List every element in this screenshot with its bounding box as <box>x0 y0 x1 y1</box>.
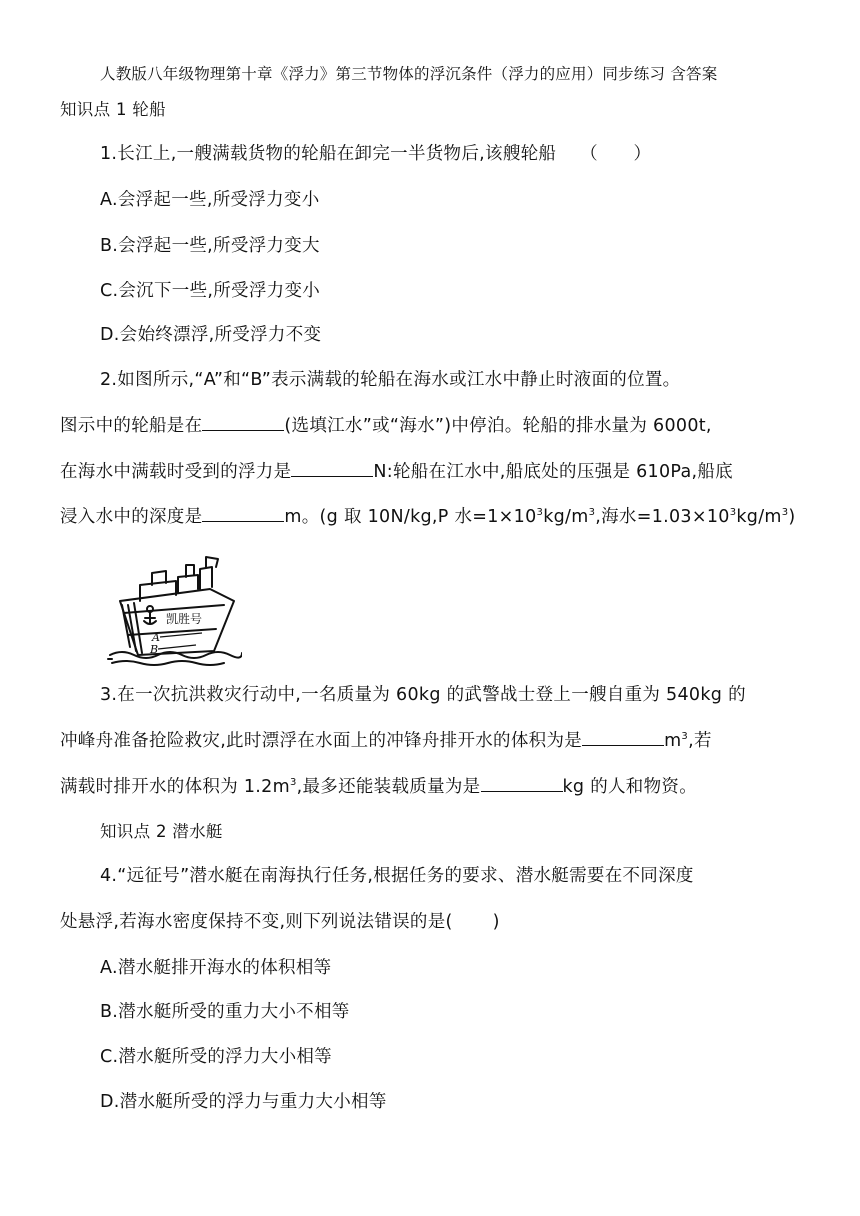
superscript: 3 <box>781 507 789 519</box>
question-3-text-a: 冲峰舟准备抢险救灾,此时漂浮在水面上的冲锋舟排开水的体积为是 <box>60 731 583 751</box>
question-3-line-1: 3.在一次抗洪救灾行动中,一名质量为 60kg 的武警战士登上一艘自重为 540kg 的 <box>100 685 746 705</box>
question-4-option-b: B.潜水艇所受的重力大小不相等 <box>100 1002 350 1022</box>
answer-blank <box>481 790 563 792</box>
knowledge-point-2: 知识点 2 潜水艇 <box>100 822 223 841</box>
page-title: 人教版八年级物理第十章《浮力》第三节物体的浮沉条件（浮力的应用）同步练习 含答案 <box>100 65 718 83</box>
water-line <box>110 652 242 658</box>
superscript: 3 <box>289 777 297 789</box>
question-2-text-h: ) <box>788 507 796 527</box>
question-4-line-2 <box>60 908 500 933</box>
question-4-line-1: 4.“远征号”潜水艇在南海执行任务,根据任务的要求、潜水艇需要在不同深度 <box>100 866 694 886</box>
question-1-option-d: D.会始终漂浮,所受浮力不变 <box>100 325 322 345</box>
answer-blank <box>582 744 664 746</box>
question-4-text-a: 处悬浮,若海水密度保持不变,则下列说法错误的是( <box>60 912 453 932</box>
superscript: 3 <box>588 507 596 519</box>
answer-paren: （ ） <box>580 144 652 164</box>
superscript: 3 <box>681 731 689 743</box>
superscript: 3 <box>729 507 737 519</box>
question-1-option-a: A.会浮起一些,所受浮力变小 <box>100 190 320 210</box>
knowledge-point-1: 知识点 1 轮船 <box>60 100 166 119</box>
anchor-icon <box>144 612 156 624</box>
question-2-line-1: 2.如图所示,“A”和“B”表示满载的轮船在海水或江水中静止时液面的位置。 <box>100 370 681 390</box>
question-1-option-b: B.会浮起一些,所受浮力变大 <box>100 236 320 256</box>
question-4-option-c: C.潜水艇所受的浮力大小相等 <box>100 1047 332 1067</box>
question-1-text: 1.长江上,一艘满载货物的轮船在卸完一半货物后,该艘轮船 <box>100 144 557 164</box>
ship-figure <box>106 555 242 667</box>
question-2-text-f: m。(g 取 10N/kg,P 水=1×10 <box>284 507 537 527</box>
question-3-text-c: 满载时排开水的体积为 1.2m <box>60 777 290 797</box>
answer-blank <box>202 520 284 522</box>
question-2-text-e: 浸入水中的深度是 <box>60 507 203 527</box>
question-3-text-b: ,若 <box>688 731 712 751</box>
mark-b-label: B <box>150 643 159 656</box>
question-4-option-d: D.潜水艇所受的浮力与重力大小相等 <box>100 1092 387 1112</box>
question-3-text-e: kg 的人和物资。 <box>562 777 698 797</box>
unit: kg/m <box>543 507 589 527</box>
question-3-text-d: ,最多还能装载质量为是 <box>296 777 481 797</box>
mark-a-label: A <box>152 631 160 644</box>
question-4-text-b: ) <box>492 912 500 932</box>
unit: m <box>664 731 682 751</box>
unit: kg/m <box>736 507 782 527</box>
question-2-text-b: (选填江水”或“海水”)中停泊。轮船的排水量为 6000t, <box>284 416 712 436</box>
question-2-line-4 <box>60 503 796 528</box>
question-2-text-c: 在海水中满载时受到的浮力是 <box>60 462 292 482</box>
superscript: 3 <box>536 507 544 519</box>
question-2-text-g: ,海水=1.03×10 <box>595 507 730 527</box>
question-1-option-c: C.会沉下一些,所受浮力变小 <box>100 281 321 301</box>
question-2-text-d: N:轮船在江水中,船底处的压强是 610Pa,船底 <box>373 462 733 482</box>
question-3-line-3 <box>60 773 697 798</box>
answer-blank <box>291 475 373 477</box>
question-2-line-3 <box>60 458 733 483</box>
question-4-option-a: A.潜水艇排开海水的体积相等 <box>100 958 332 978</box>
question-1-stem <box>100 140 651 165</box>
question-2-text-a: 图示中的轮船是在 <box>60 416 203 436</box>
ship-name-label: 凯胜号 <box>166 612 203 626</box>
question-2-line-2 <box>60 412 712 437</box>
answer-blank <box>202 429 284 431</box>
question-3-line-2 <box>60 727 712 752</box>
